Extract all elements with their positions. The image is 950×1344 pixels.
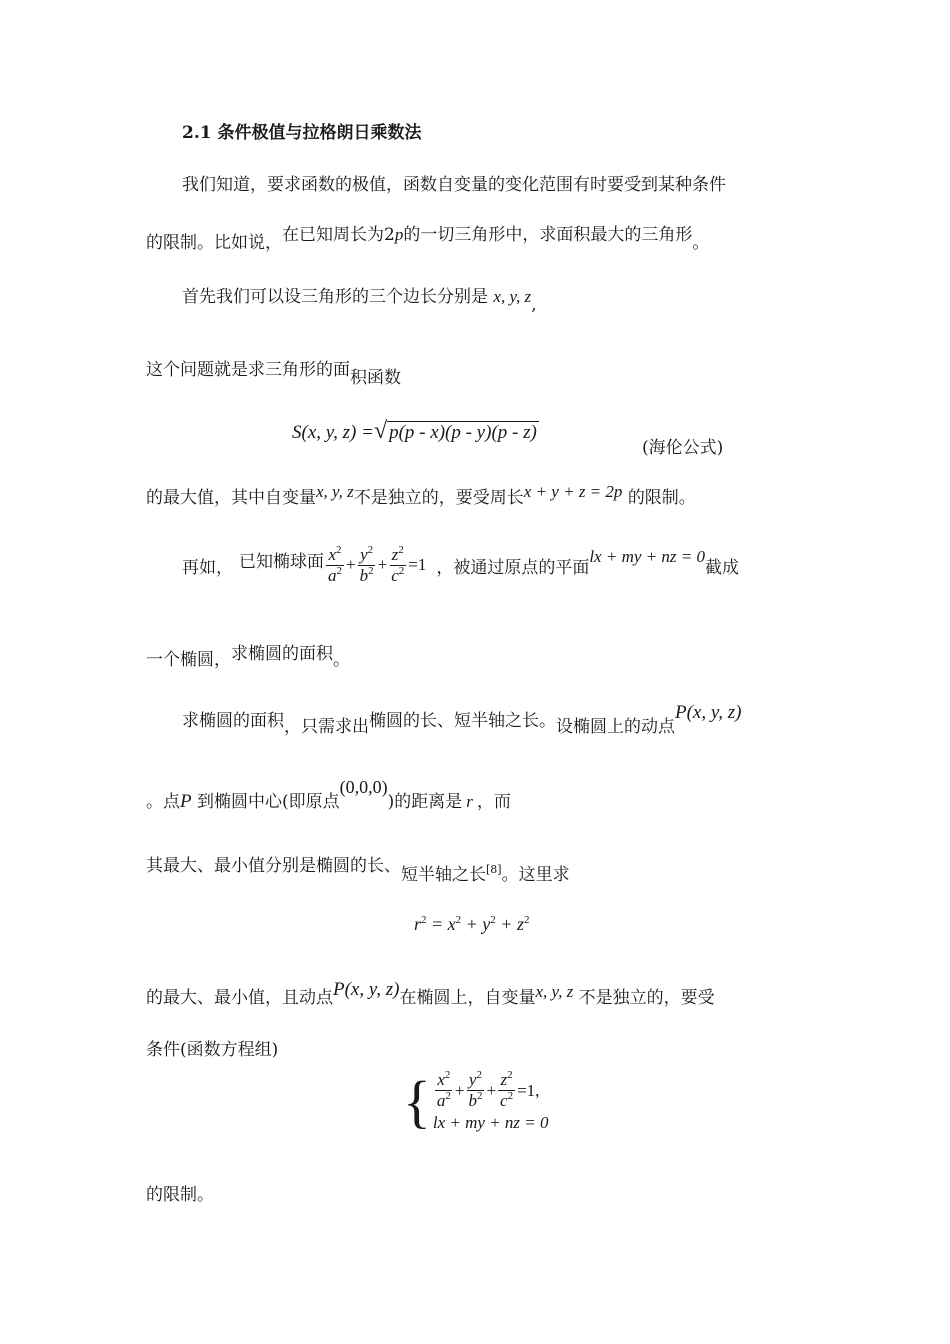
paragraph-line: 的限制。比如说，在已知周长为2p的一切三角形中，求面积最大的三角形。 [146,225,710,253]
paragraph-line: 再如， 已知椭球面 $\frac{x^2}{a^2}$ + $\frac{y^2}{b^2}$ + $\frac{z^2}{c^2}$ =1 ，被通过原点的平面 lx + my + nz = 0 截成 [182,543,739,585]
paragraph-line: 一个椭圆，求椭圆的面积。 [146,644,350,670]
heron-formula: S(x, y, z) =√ p(p - x)(p - y)(p - z) [292,418,537,444]
distance-equation: $r^2 = x^2 + y^2 + z^2$ [414,914,530,934]
citation-ref: [8] [486,863,502,876]
variables-xyz: x, y, z [493,287,532,306]
paragraph-line: 的限制。 [146,1185,214,1205]
paragraph-line: 这个问题就是求三角形的面积函数 [146,360,401,388]
equation-system: { $\frac{x^2}{a^2}$ + $\frac{y^2}{b^2}$ + $\frac{z^2}{c^2}$ =1, lx + my + nz = 0 [403,1068,549,1134]
paragraph-line: 。点P 到椭圆中心(即原点(0,0,0))的距离是 r ，而 [146,777,511,812]
paragraph-line: 其最大、最小值分别是椭圆的长、短半轴之长[8]。这里求 [146,856,570,885]
paragraph-line: 首先我们可以设三角形的三个边长分别是 x, y, z, [182,287,537,315]
paragraph-line: 我们知道，要求函数的极值，函数自变量的变化范围有时要受到某种条件 [182,175,726,195]
paragraph-line: 的最大、最小值，且动点P(x, y, z)在椭圆上，自变量x, y, z 不是独立的，要受 [146,979,715,1008]
heron-formula-note: (海伦公式) [642,438,724,458]
paragraph-line: 求椭圆的面积，只需求出椭圆的长、短半轴之长。设椭圆上的动点P(x, y, z) [182,702,742,737]
ellipsoid-equation: $\frac{x^2}{a^2}$ + $\frac{y^2}{b^2}$ + $\frac{z^2}{c^2}$ =1 [328,543,427,585]
section-heading: 2.1 条件极值与拉格朗日乘数法 [182,123,422,143]
left-brace: { [403,1068,431,1134]
paragraph-line: 条件(函数方程组) [146,1040,279,1060]
paragraph-line: 的最大值，其中自变量x, y, z不是独立的，要受周长x + y + z = 2p 的限制。 [146,482,696,508]
